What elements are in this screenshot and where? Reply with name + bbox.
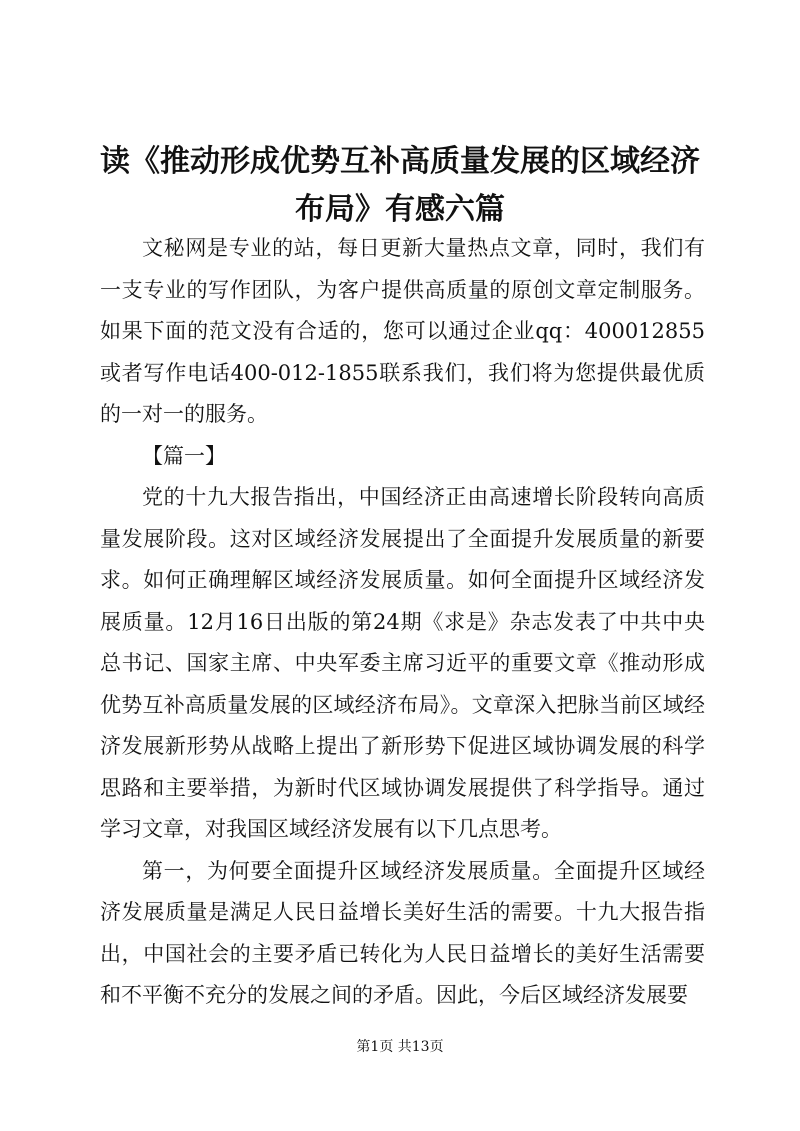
section-heading: 【篇一】	[142, 443, 226, 468]
document-title: 读《推动形成优势互补高质量发展的区域经济布局》有感六篇	[100, 144, 700, 227]
document-body	[100, 228, 705, 1017]
intro-paragraph: 文秘网是专业的站，每日更新大量热点文章，同时，我们有一支专业的写作团队，为客户提供高质量的原创文章定制服务。如果下面的范文没有合适的，您可以通过企业qq：400012855或者写作电话400-012-1855联系我们，我们将为您提供最优质的一对一的服务。	[100, 236, 705, 426]
body-paragraph: 党的十九大报告指出，中国经济正由高速增长阶段转向高质量发展阶段。这对区域经济发展提出了全面提升发展质量的新要求。如何正确理解区域经济发展质量。如何全面提升区域经济发展质量。12月16日出版的第24期《求是》杂志发表了中共中央总书记、国家主席、中央军委主席习近平的重要文章《推动形成优势互补高质量发展的区域经济布局》。文章深入把脉当前区域经济发展新形势从战略上提出了新形势下促进区域协调发展的科学思路和主要举措，为新时代区域协调发展提供了科学指导。通过学习文章，对我国区域经济发展有以下几点思考。	[100, 485, 705, 841]
body-paragraph: 第一，为何要全面提升区域经济发展质量。全面提升区域经济发展质量是满足人民日益增长美好生活的需要。十九大报告指出，中国社会的主要矛盾已转化为人民日益增长的美好生活需要和不平衡不充分的发展之间的矛盾。因此，今后区域经济发展要	[100, 858, 705, 1007]
page-footer: 第1页 共13页	[356, 1039, 444, 1055]
